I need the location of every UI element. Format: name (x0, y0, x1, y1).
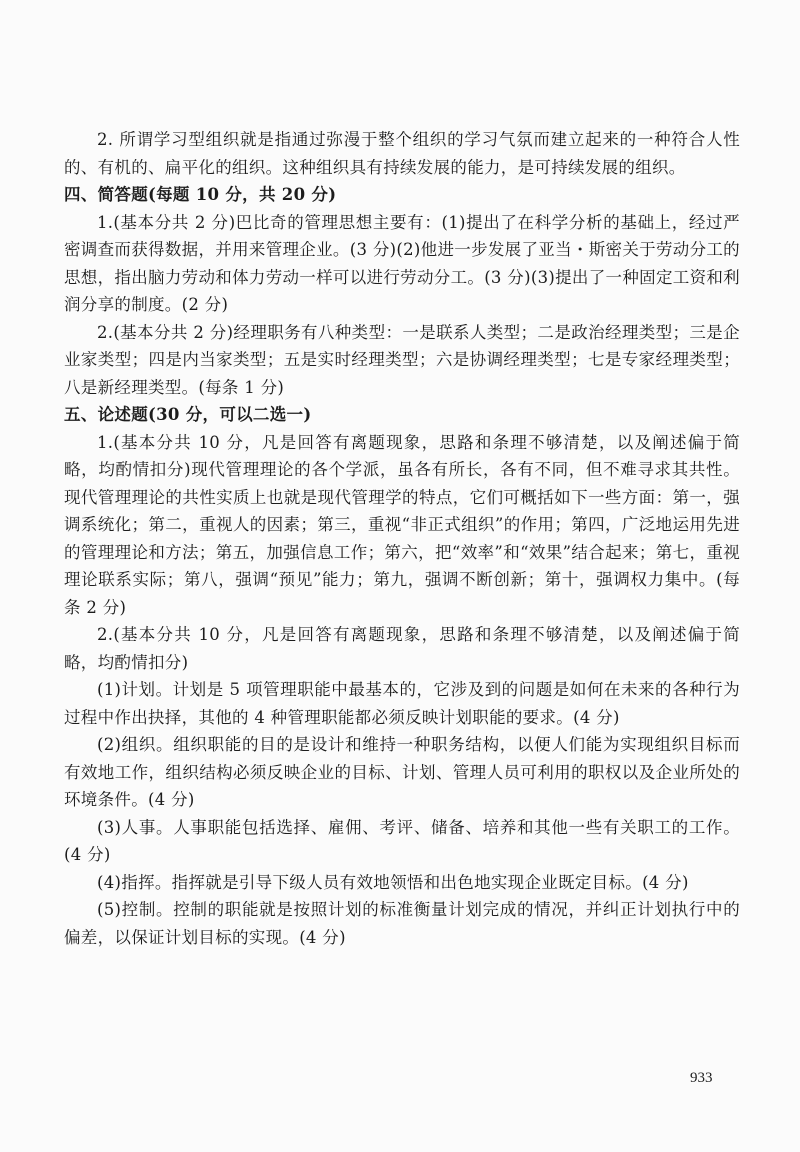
section-heading-essay: 五、论述题(30 分，可以二选一) (64, 405, 312, 424)
document-body (64, 126, 740, 951)
paragraph-babbage: 1.(基本分共 2 分)巴比奇的管理思想主要有：(1)提出了在科学分析的基础上，经过严密调查而获得数据，并用来管理企业。(3 分)(2)他进一步发展了亚当・斯密关于劳动分工的思想，指出脑力劳动和体力劳动一样可以进行劳动分工。(3 分)(3)提出了一种固定工资和利润分享的制度。(2 分) (64, 212, 740, 314)
paragraph-planning: (1)计划。计划是 5 项管理职能中最基本的，它涉及到的问题是如何在未来的各种行为过程中作出抉择，其他的 4 种管理职能都必须反映计划职能的要求。(4 分) (64, 680, 740, 727)
paragraph-modern-theory: 1.(基本分共 10 分，凡是回答有离题现象，思路和条理不够清楚，以及阐述偏于简略，均酌情扣分)现代管理理论的各个学派，虽各有所长，各有不同，但不难寻求其共性。现代管理理论的共性实质上也就是现代管理学的特点，它们可概括如下一些方面：第一，强调系统化；第二，重视人的因素；第三，重视“非正式组织”的作用；第四，广泛地运用先进的管理理论和方法；第五，加强信息工作；第六，把“效率”和“效果”结合起来；第七，重视理论联系实际；第八，强调“预见”能力；第九，强调不断创新；第十，强调权力集中。(每条 2 分) (64, 432, 740, 617)
page-number: 933 (690, 1070, 713, 1086)
paragraph-learning-organization: 2. 所谓学习型组织就是指通过弥漫于整个组织的学习气氛而建立起来的一种符合人性的、有机的、扁平化的组织。这种组织具有持续发展的能力，是可持续发展的组织。 (64, 130, 740, 177)
paragraph-directing: (4)指挥。指挥就是引导下级人员有效地领悟和出色地实现企业既定目标。(4 分) (97, 872, 689, 892)
paragraph-organizing: (2)组织。组织职能的目的是设计和维持一种职务结构，以便人们能为实现组织目标而有效地工作，组织结构必须反映企业的目标、计划、管理人员可利用的职权以及企业所处的环境条件。(4 分) (64, 735, 740, 809)
paragraph-controlling: (5)控制。控制的职能就是按照计划的标准衡量计划完成的情况，并纠正计划执行中的偏差，以保证计划目标的实现。(4 分) (64, 900, 740, 947)
paragraph-manager-types: 2.(基本分共 2 分)经理职务有八种类型：一是联系人类型；二是政治经理类型；三是企业家类型；四是内当家类型；五是实时经理类型；六是协调经理类型；七是专家经理类型；八是新经理类型。(每条 1 分) (64, 322, 740, 397)
paragraph-staffing: (3)人事。人事职能包括选择、雇佣、考评、储备、培养和其他一些有关职工的工作。(4 分) (64, 817, 740, 864)
section-heading-short-answer: 四、简答题(每题 10 分，共 20 分) (64, 185, 337, 204)
paragraph-essay-2-intro: 2.(基本分共 10 分，凡是回答有离题现象，思路和条理不够清楚，以及阐述偏于简略，均酌情扣分) (64, 625, 740, 672)
